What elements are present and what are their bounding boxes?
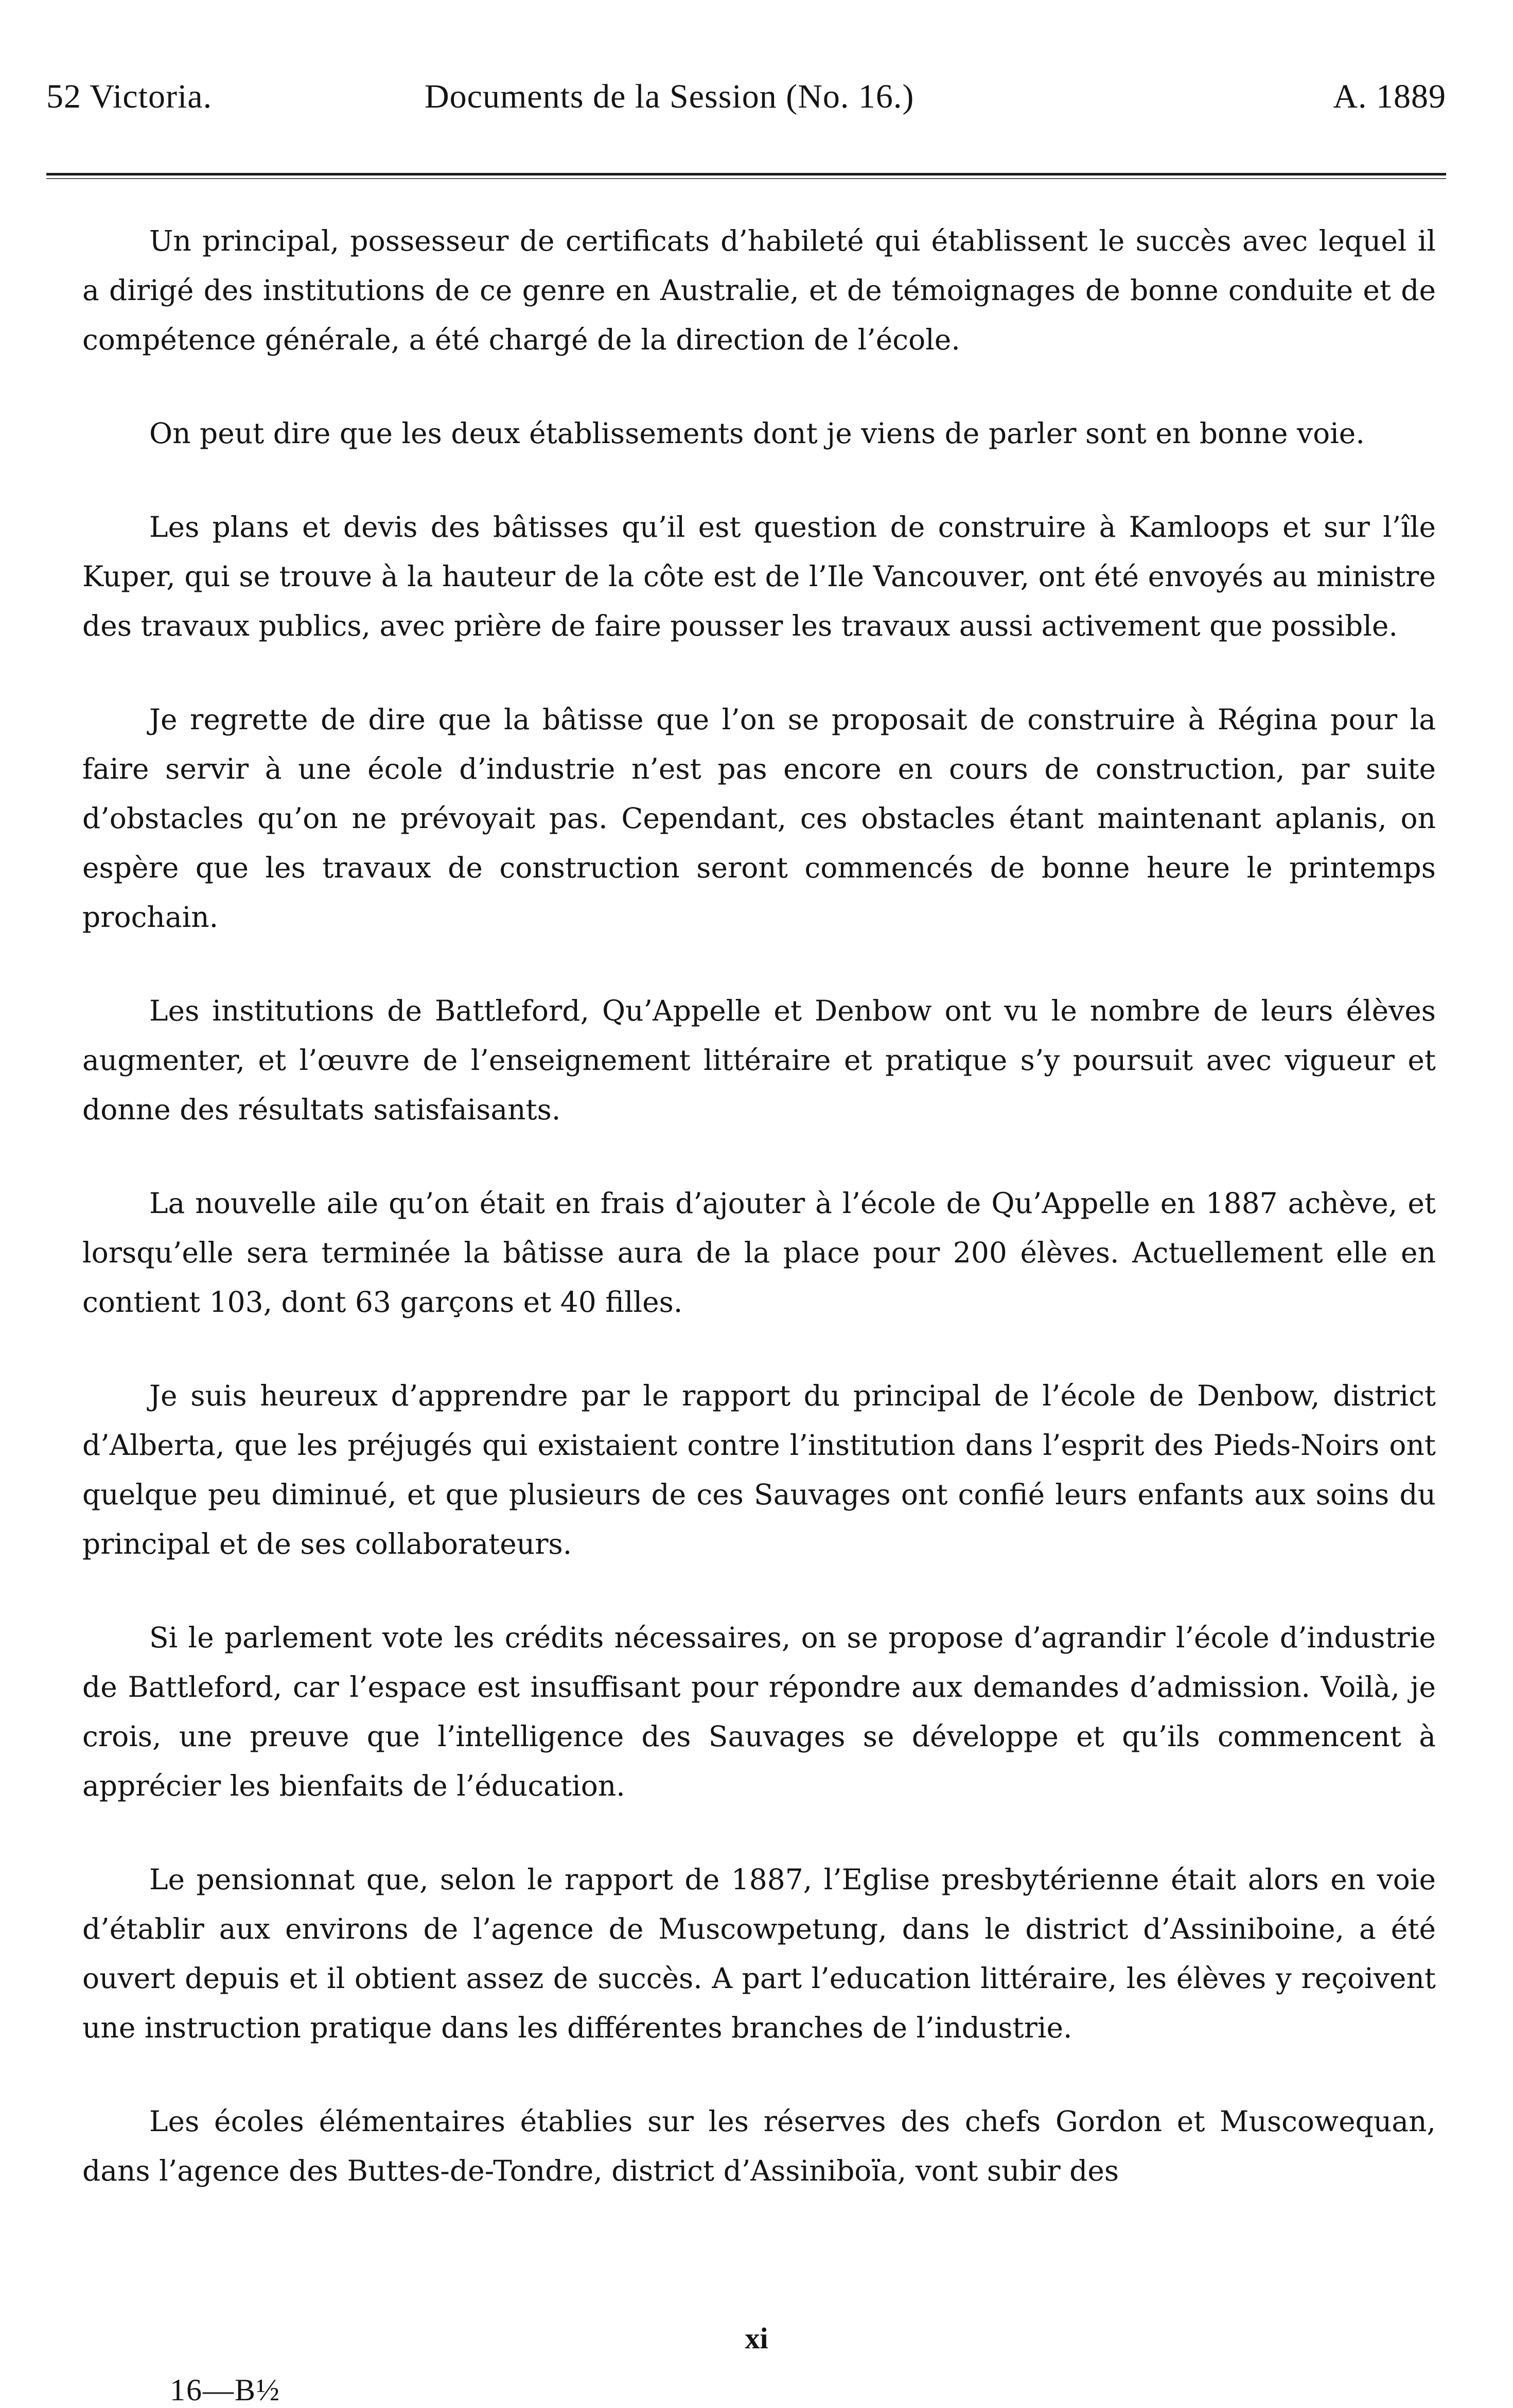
paragraph: Les écoles élémentaires établies sur les réserves des chefs Gordon et Muscowequan, dans l’agence des Buttes-de-Tondre, district d’Assiniboïa, vont subir des <box>82 2105 1436 2187</box>
paragraph: On peut dire que les deux établissements dont je viens de parler sont en bonne voie. <box>149 417 1365 450</box>
body-text <box>82 216 1436 2195</box>
signature-mark: 16—B½ <box>170 2373 281 2407</box>
header-title: Documents de la Session (No. 16.) <box>425 78 914 115</box>
paragraph: Un principal, possesseur de certificats d’habileté qui établissent le succès avec lequel il a dirigé des institutions de ce genre en Australie, et de témoignages de bonne conduite et de compétence générale, a été chargé de la direction de l’école. <box>82 224 1436 356</box>
header-rule <box>46 173 1446 175</box>
paragraph: Les institutions de Battleford, Qu’Appelle et Denbow ont vu le nombre de leurs élèves augmenter, et l’œuvre de l’enseignement littéraire et pratique s’y poursuit avec vigueur et donne des résultats satisfaisants. <box>82 994 1436 1126</box>
header-rule-thin <box>46 178 1446 179</box>
page-number: xi <box>745 2322 768 2355</box>
paragraph: Les plans et devis des bâtisses qu’il est question de construire à Kamloops et sur l’île Kuper, qui se trouve à la hauteur de la côte est de l’Ile Vancouver, ont été envoyés au ministre des travaux publics, avec prière de faire pousser les travaux aussi activement que possible. <box>82 511 1436 642</box>
paragraph: La nouvelle aile qu’on était en frais d’ajouter à l’école de Qu’Appelle en 1887 achève, et lorsqu’elle sera terminée la bâtisse aura de la place pour 200 élèves. Actuellement elle en contient 103, dont 63 garçons et 40 filles. <box>82 1187 1436 1319</box>
paragraph: Je suis heureux d’apprendre par le rapport du principal de l’école de Denbow, district d’Alberta, que les préjugés qui existaient contre l’institution dans l’esprit des Pieds-Noirs ont quelque peu diminué, et que plusieurs de ces Sauvages ont confié leurs enfants aux soins du principal et de ses collaborateurs. <box>82 1379 1436 1560</box>
running-header <box>46 77 1446 134</box>
paragraph: Si le parlement vote les crédits nécessaires, on se propose d’agrandir l’école d’industrie de Battleford, car l’espace est insuffisant pour répondre aux demandes d’admission. Voilà, je crois, une preuve que l’intelligence des Sauvages se développe et qu’ils commencent à apprécier les bienfaits de l’éducation. <box>82 1621 1436 1802</box>
header-year: A. 1889 <box>1333 78 1446 115</box>
paragraph: Le pensionnat que, selon le rapport de 1887, l’Eglise presbytérienne était alors en voie d’établir aux environs de l’agence de Muscowpetung, dans le district d’Assiniboine, a été ouvert depuis et il obtient assez de succès. A part l’education littéraire, les élèves y reçoivent une instruction pratique dans les différentes branches de l’industrie. <box>82 1863 1436 2044</box>
header-volume: 52 Victoria. <box>46 78 213 115</box>
paragraph: Je regrette de dire que la bâtisse que l’on se proposait de construire à Régina pour la faire servir à une école d’industrie n’est pas encore en cours de construction, par suite d’obstacles qu’on ne prévoyait pas. Cependant, ces obstacles étant maintenant aplanis, on espère que les travaux de construction seront commencés de bonne heure le printemps prochain. <box>82 703 1436 934</box>
